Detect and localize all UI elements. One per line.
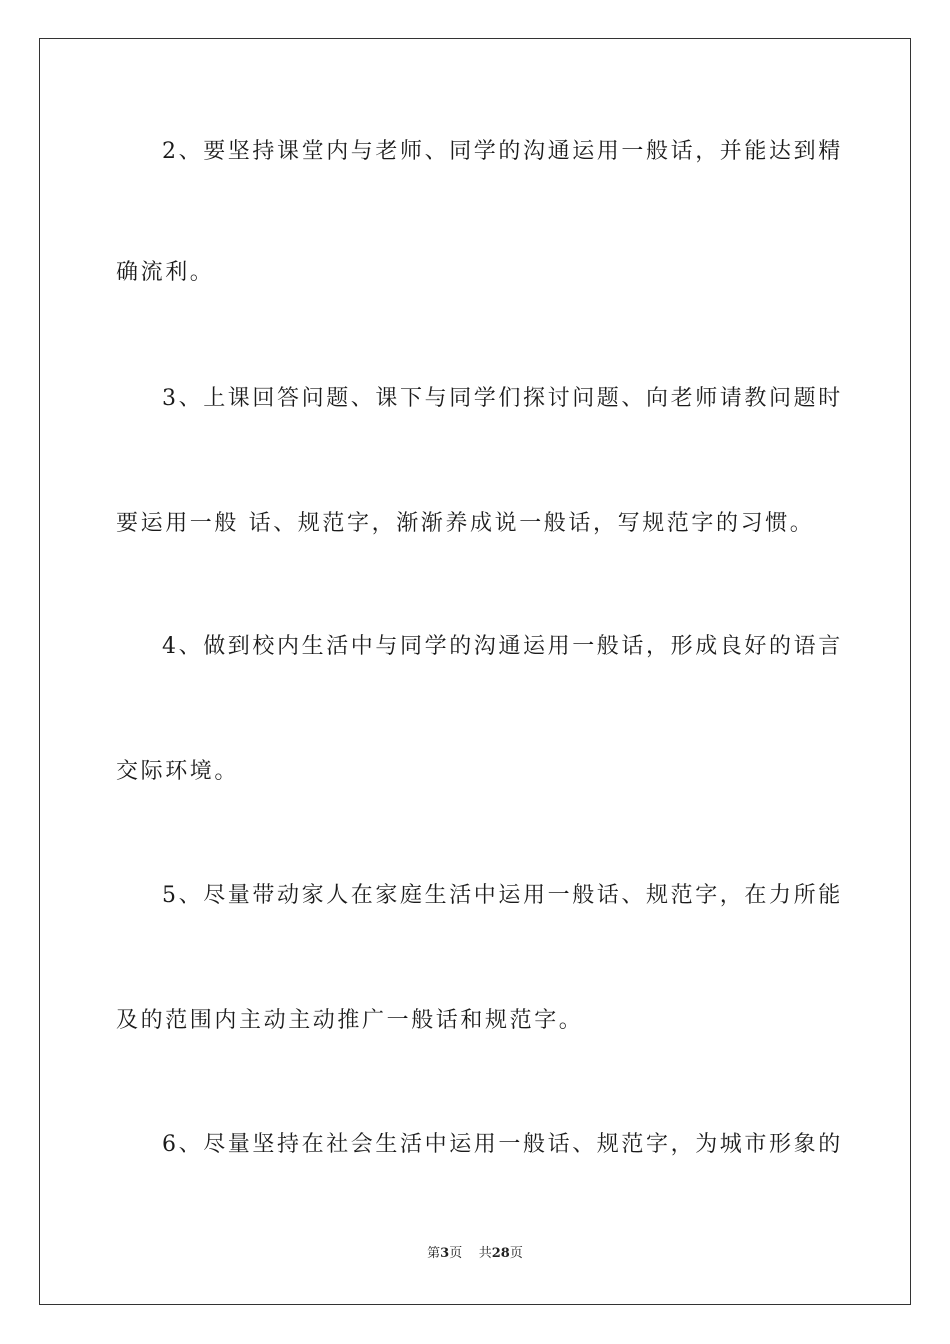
footer-page-prefix: 第 <box>427 1246 441 1261</box>
paragraph-3-line-1: 3、上课回答问题、课下与同学们探讨问题、向老师请教问题时 <box>162 386 843 411</box>
paragraph-2-line-1: 2、要坚持课堂内与老师、同学的沟通运用一般话，并能达到精 <box>162 139 843 164</box>
paragraph-2-line-2: 确流利。 <box>116 260 215 285</box>
paragraph-6-line-1: 6、尽量坚持在社会生活中运用一般话、规范字，为城市形象的 <box>162 1132 843 1157</box>
footer-page-suffix: 页 <box>449 1246 463 1261</box>
page-footer <box>0 1245 950 1263</box>
footer-total-suffix: 页 <box>509 1246 523 1261</box>
footer-page-number: 3 <box>440 1246 450 1261</box>
paragraph-3-line-2: 要运用一般 话、规范字，渐渐养成说一般话，写规范字的习惯。 <box>116 511 815 536</box>
page-border <box>39 38 911 1305</box>
paragraph-5-line-2: 及的范围内主动主动推广一般话和规范字。 <box>116 1008 584 1033</box>
paragraph-4-line-1: 4、做到校内生活中与同学的沟通运用一般话，形成良好的语言 <box>162 634 843 659</box>
footer-total-pages: 28 <box>491 1246 510 1261</box>
footer-total-prefix: 共 <box>478 1246 492 1261</box>
paragraph-4-line-2: 交际环境。 <box>116 759 240 784</box>
paragraph-5-line-1: 5、尽量带动家人在家庭生活中运用一般话、规范字，在力所能 <box>162 883 843 908</box>
